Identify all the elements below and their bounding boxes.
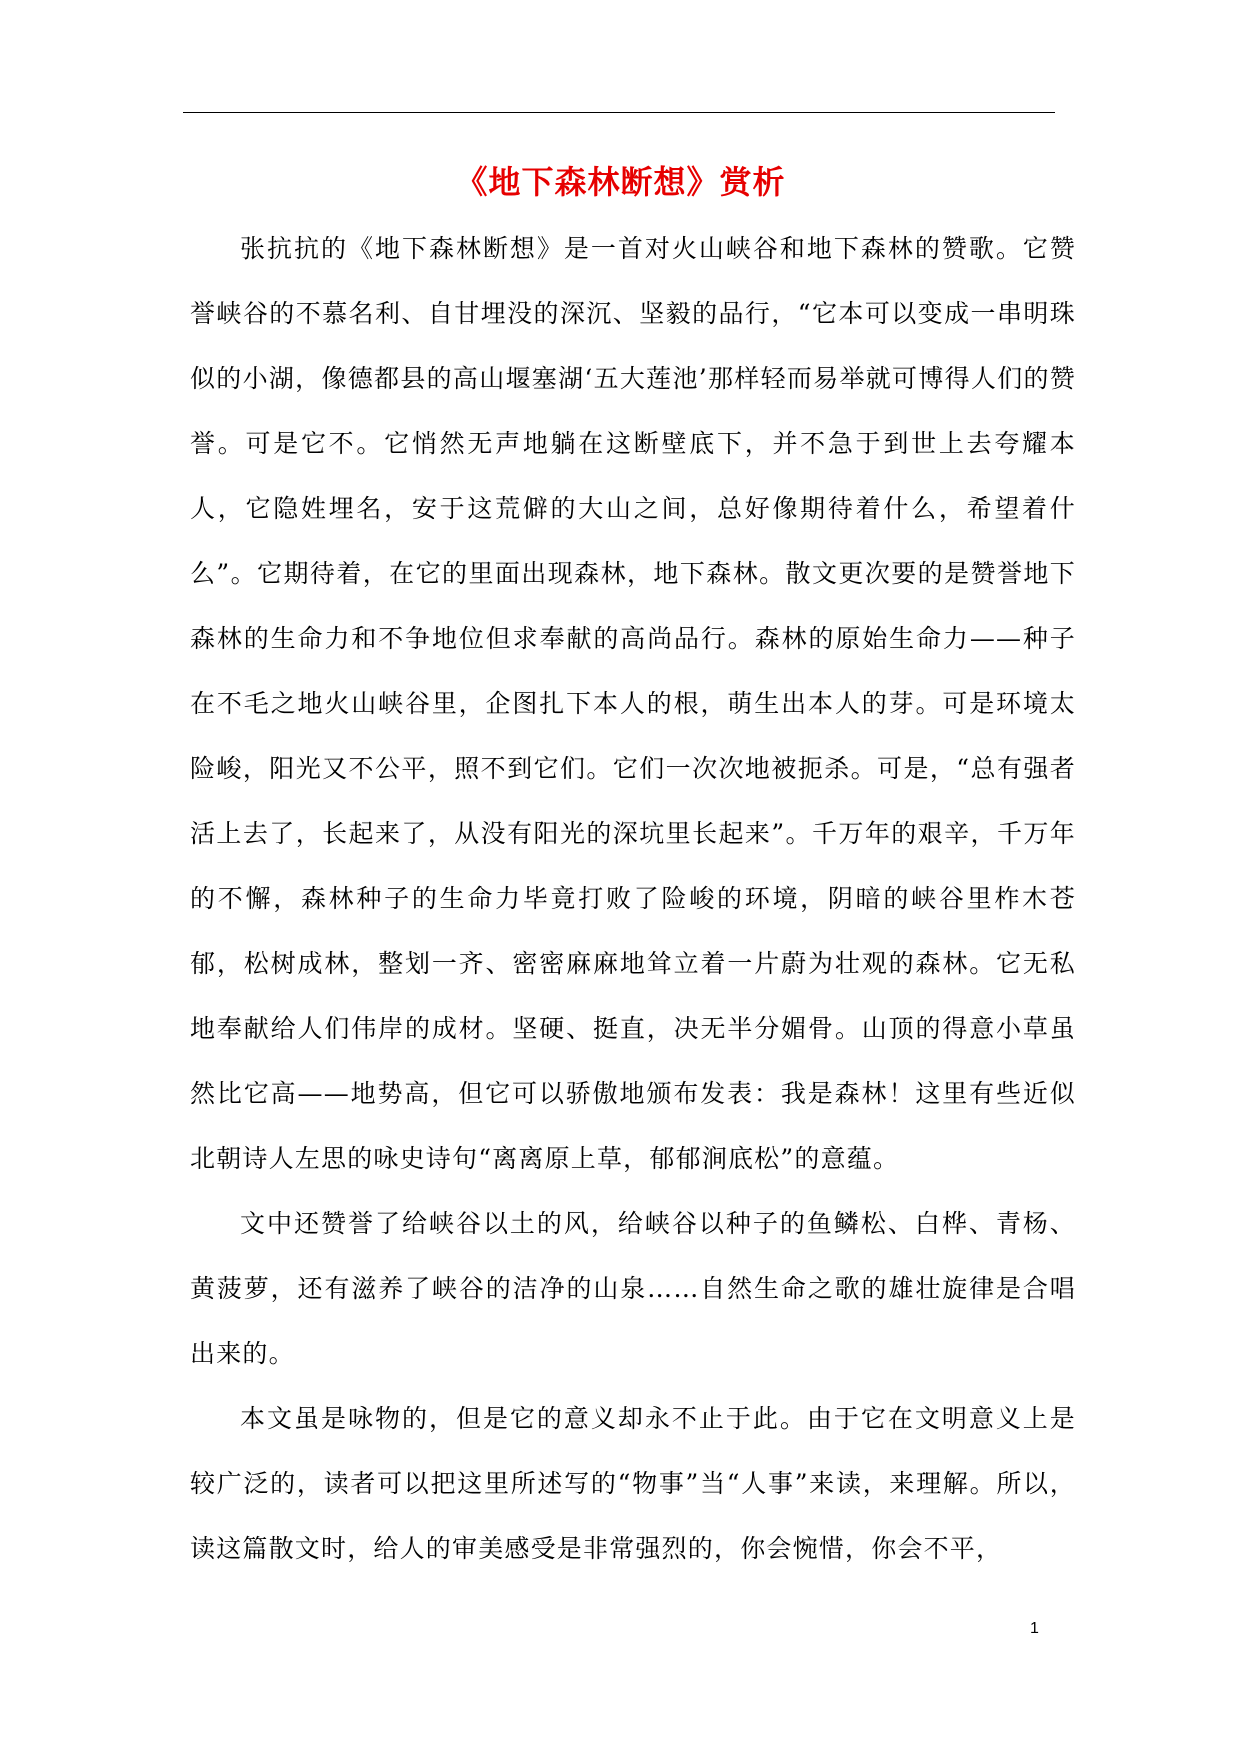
page-number: 1 bbox=[1030, 1620, 1039, 1637]
paragraph-3: 本文虽是咏物的，但是它的意义却永不止于此。由于它在文明意义上是较广泛的，读者可以把这里所述写的“物事”当“人事”来读，来理解。所以，读这篇散文时，给人的审美感受是非常强烈的，你会惋惜，你会不平， bbox=[190, 1404, 1076, 1563]
paragraph-1: 张抗抗的《地下森林断想》是一首对火山峡谷和地下森林的赞歌。它赞誉峡谷的不慕名利、自甘埋没的深沉、坚毅的品行，“它本可以变成一串明珠似的小湖，像德都县的高山堰塞湖‘五大莲池’那样轻而易举就可博得人们的赞誉。可是它不。它悄然无声地躺在这断壁底下，并不急于到世上去夸耀本人，它隐姓埋名，安于这荒僻的大山之间，总好像期待着什么，希望着什么”。它期待着，在它的里面出现森林，地下森林。散文更次要的是赞誉地下森林的生命力和不争地位但求奉献的高尚品行。森林的原始生命力——种子在不毛之地火山峡谷里，企图扎下本人的根，萌生出本人的芽。可是环境太险峻，阳光又不公平，照不到它们。它们一次次地被扼杀。可是，“总有强者活上去了，长起来了，从没有阳光的深坑里长起来”。千万年的艰辛，千万年的不懈，森林种子的生命力毕竟打败了险峻的环境，阴暗的峡谷里柞木苍郁，松树成林，整划一齐、密密麻麻地耸立着一片蔚为壮观的森林。它无私地奉献给人们伟岸的成材。坚硬、挺直，决无半分媚骨。山顶的得意小草虽然比它高——地势高，但它可以骄傲地颁布发表：我是森林！这里有些近似北朝诗人左思的咏史诗句“离离原上草，郁郁涧底松”的意蕴。 bbox=[190, 234, 1076, 1173]
document-body bbox=[190, 216, 1076, 1581]
document-title: 《地下森林断想》赏析 bbox=[455, 163, 786, 201]
header-rule bbox=[183, 112, 1055, 113]
paragraph-2: 文中还赞誉了给峡谷以土的风，给峡谷以种子的鱼鳞松、白桦、青杨、黄菠萝，还有滋养了峡谷的洁净的山泉……自然生命之歌的雄壮旋律是合唱出来的。 bbox=[190, 1209, 1076, 1368]
